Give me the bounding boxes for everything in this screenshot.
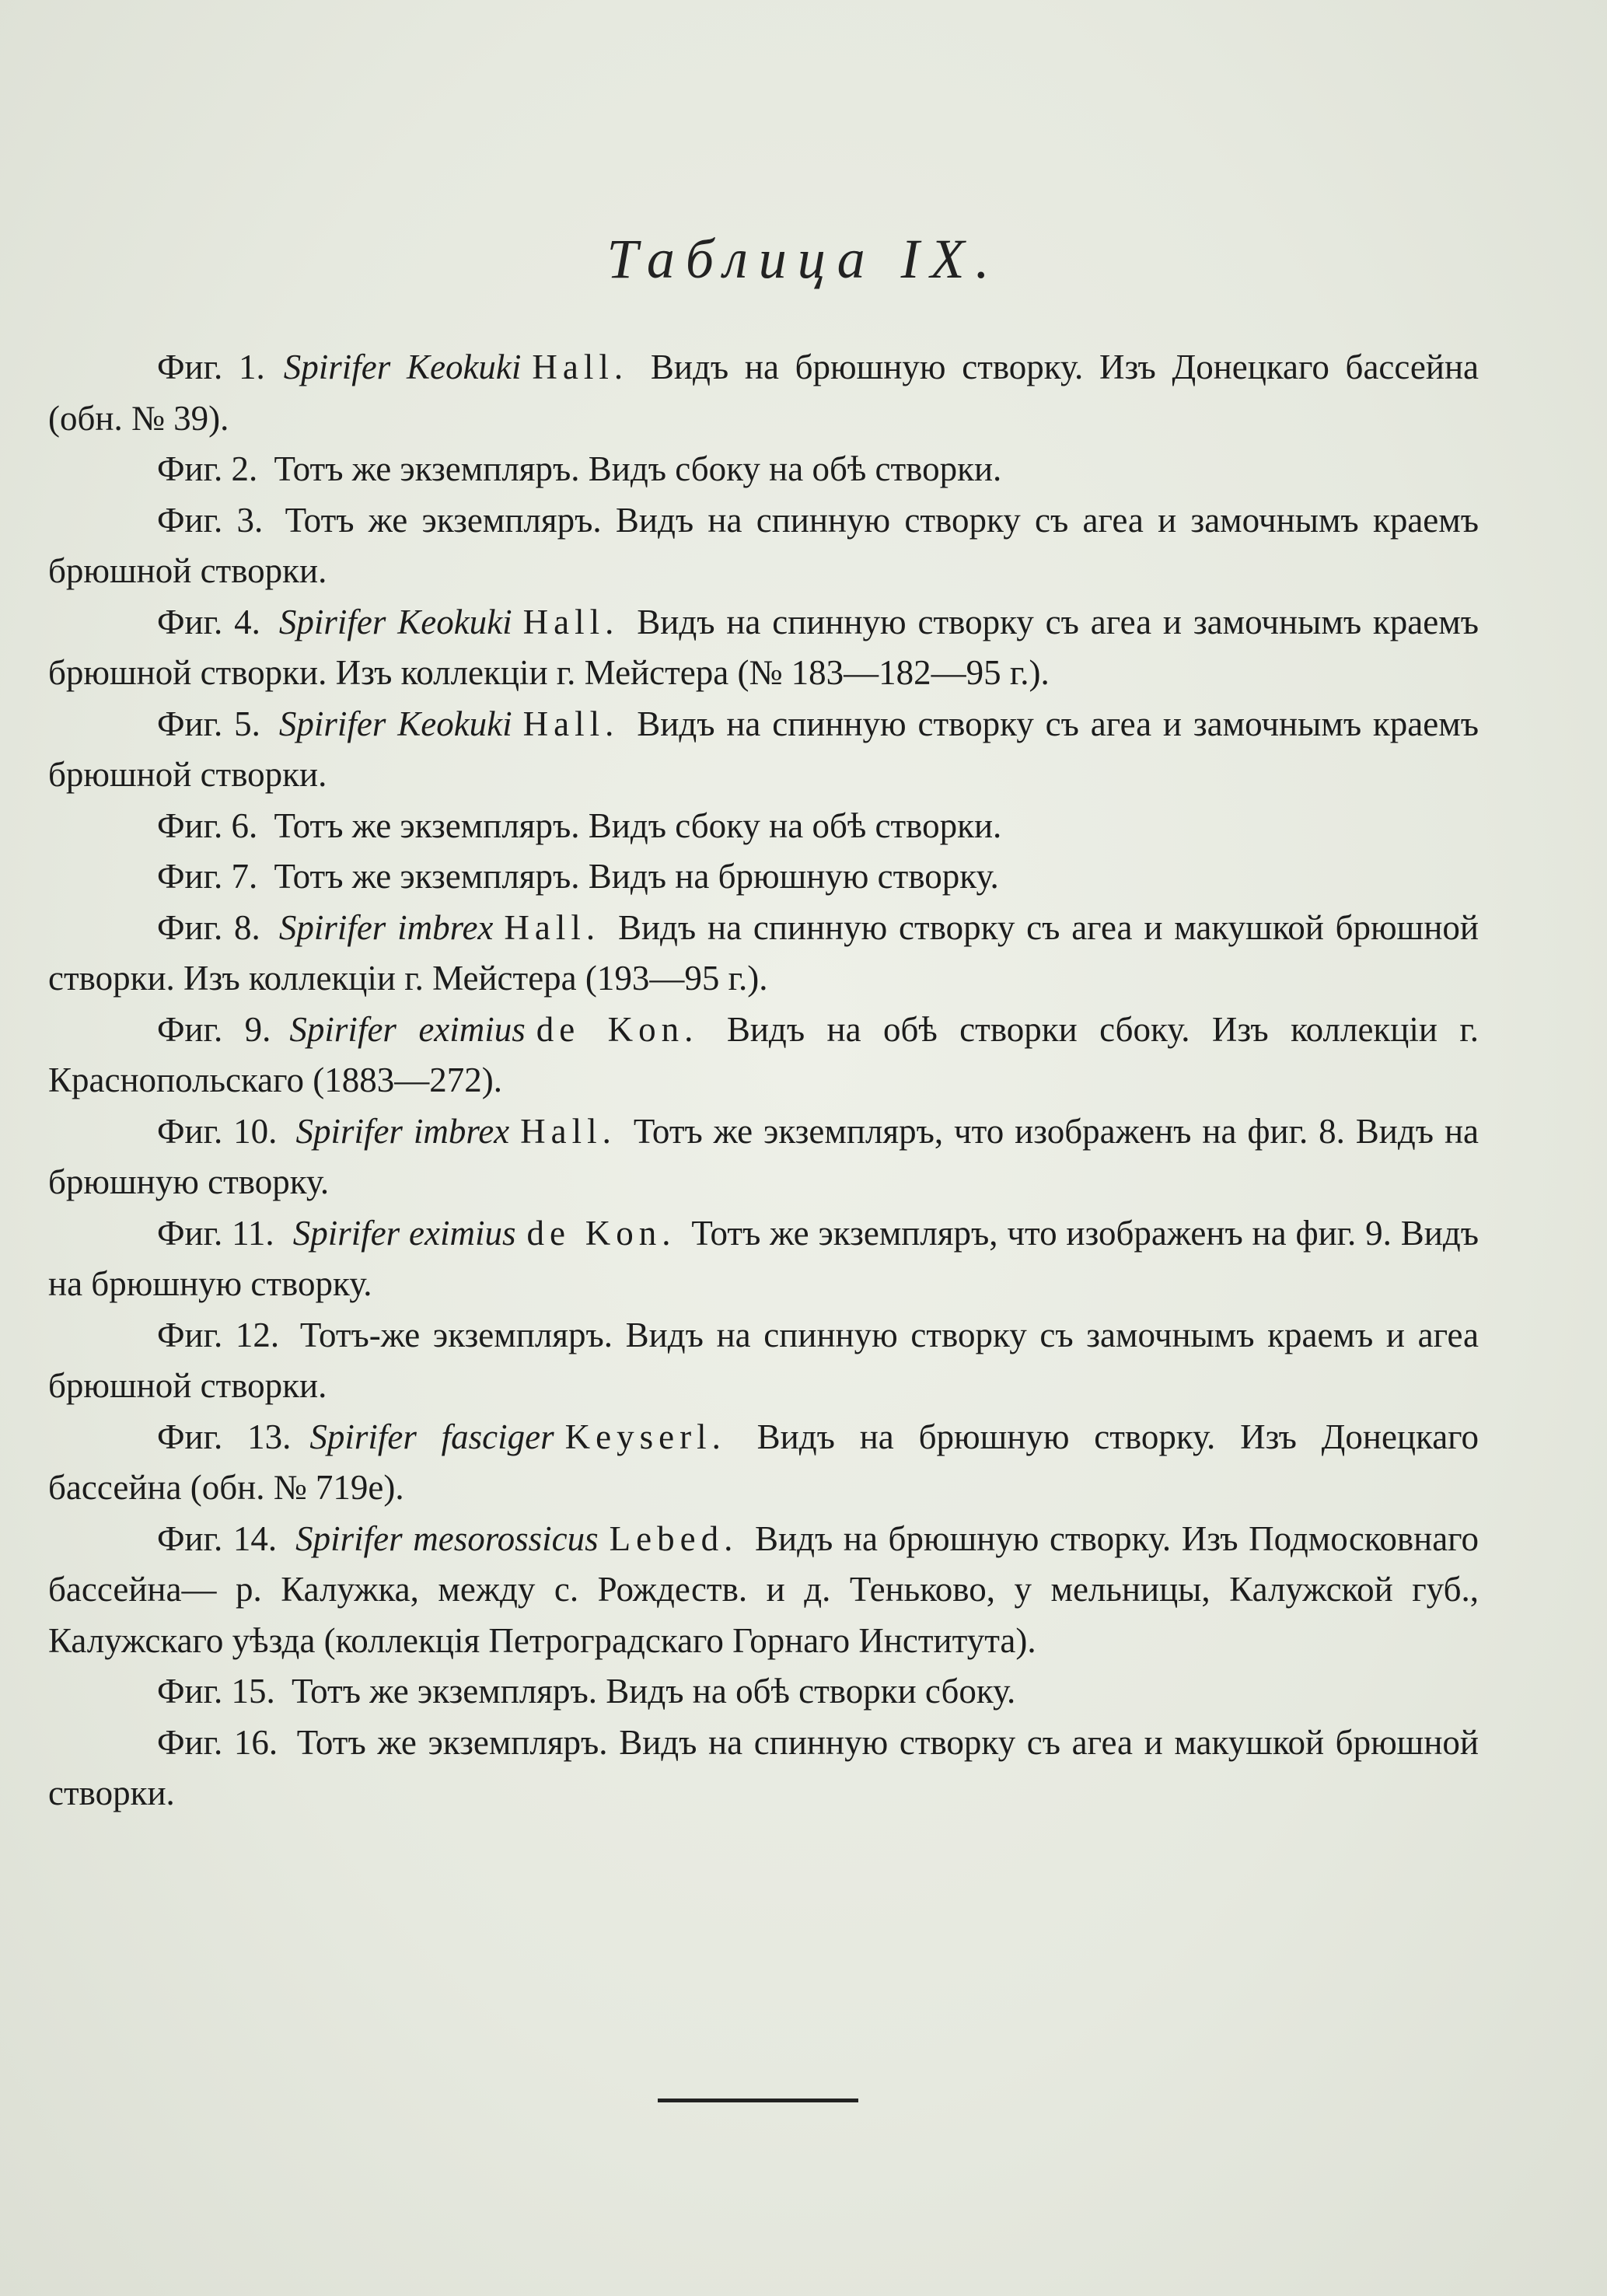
figure-description: Тотъ же экземпляръ. Видъ на спинную створку съ агеа и замочнымъ краемъ брюшной створки. bbox=[48, 500, 1479, 590]
figure-description: Тотъ же экземпляръ. Видъ сбоку на обѣ створки. bbox=[274, 806, 1002, 845]
caption-entry bbox=[48, 851, 1479, 903]
author-name: de Kon. bbox=[536, 1009, 699, 1049]
caption-entry bbox=[48, 342, 1479, 444]
author-name: Hall. bbox=[532, 348, 629, 386]
caption-entry bbox=[48, 1412, 1479, 1514]
figure-label: Фиг. 6. bbox=[157, 806, 258, 845]
figure-description: Видъ на брюшную створку. Изъ Донецкаго бассейна (обн. № 719е). bbox=[48, 1417, 1479, 1507]
figure-captions bbox=[48, 342, 1479, 1819]
figure-description: Тотъ же экземпляръ. Видъ на брюшную створку. bbox=[274, 857, 999, 896]
caption-entry bbox=[48, 1666, 1479, 1718]
figure-description: Тотъ же экземпляръ. Видъ сбоку на обѣ створки. bbox=[274, 449, 1002, 488]
figure-label: Фиг. 4. bbox=[157, 602, 260, 641]
figure-description: Видъ на спинную створку съ агеа и замочнымъ краемъ брюшной створки. bbox=[48, 704, 1479, 794]
species-name: Spirifer fasciger bbox=[309, 1417, 554, 1456]
figure-description: Тотъ же экземпляръ, что изображенъ на фиг. 9. Видъ на брюшную створку. bbox=[48, 1213, 1479, 1303]
figure-description: Видъ на брюшную створку. Изъ Подмосковнаго бассейна— р. Калужка, между с. Рождеств. и д. Теньково, у мельницы, Калужской губ., Калужскаго уѣзда (коллекція Петроградскаго Горнаго Института). bbox=[48, 1518, 1479, 1660]
figure-description: Тотъ же экземпляръ, что изображенъ на фиг. 8. Видъ на брюшную створку. bbox=[48, 1111, 1479, 1201]
figure-description: Видъ на спинную створку съ агеа и замочнымъ краемъ брюшной створки. Изъ коллекціи г. Мейстера (№ 183—182—95 г.). bbox=[48, 602, 1479, 692]
caption-entry bbox=[48, 597, 1479, 699]
figure-description: Тотъ же экземпляръ. Видъ на обѣ створки сбоку. bbox=[292, 1672, 1016, 1711]
figure-label: Фиг. 12. bbox=[157, 1315, 280, 1354]
author-name: Hall. bbox=[522, 602, 620, 641]
caption-entry bbox=[48, 1106, 1479, 1208]
figure-description: Видъ на брюшную створку. Изъ Донецкаго бассейна (обн. № 39). bbox=[48, 348, 1479, 438]
figure-label: Фиг. 13. bbox=[157, 1417, 292, 1456]
species-name: Spirifer imbrex bbox=[278, 907, 494, 947]
figure-label: Фиг. 11. bbox=[157, 1213, 274, 1253]
figure-label: Фиг. 3. bbox=[157, 500, 264, 540]
caption-entry bbox=[48, 1208, 1479, 1310]
species-name: Spirifer Keokuki bbox=[283, 348, 522, 386]
figure-label: Фиг. 15. bbox=[157, 1672, 275, 1711]
figure-description: Тотъ-же экземпляръ. Видъ на спинную створку съ замочнымъ краемъ и агеа брюшной створки. bbox=[48, 1315, 1479, 1405]
end-rule-divider bbox=[658, 2099, 858, 2102]
figure-description: Видъ на обѣ створки сбоку. Изъ коллекціи г. Краснопольскаго (1883—272). bbox=[48, 1009, 1479, 1099]
figure-label: Фиг. 7. bbox=[157, 857, 258, 896]
figure-label: Фиг. 2. bbox=[157, 449, 258, 488]
figure-label: Фиг. 9. bbox=[157, 1009, 271, 1049]
author-name: Lebed. bbox=[609, 1518, 739, 1558]
figure-label: Фиг. 14. bbox=[157, 1518, 278, 1558]
species-name: Spirifer Keokuki bbox=[278, 602, 512, 641]
caption-entry bbox=[48, 801, 1479, 852]
author-name: Hall. bbox=[504, 907, 601, 947]
author-name: de Kon. bbox=[526, 1213, 676, 1253]
caption-entry bbox=[48, 1310, 1479, 1412]
author-name: Hall. bbox=[520, 1111, 617, 1151]
author-name: Keyserl. bbox=[564, 1417, 726, 1456]
caption-entry bbox=[48, 444, 1479, 495]
figure-label: Фиг. 5. bbox=[157, 704, 260, 743]
figure-description: Видъ на спинную створку съ агеа и макушкой брюшной створки. Изъ коллекціи г. Мейстера (193—95 г.). bbox=[48, 907, 1479, 998]
species-name: Spirifer imbrex bbox=[295, 1111, 510, 1151]
page-title: Таблица IX. bbox=[606, 228, 1001, 290]
species-name: Spirifer mesorossicus bbox=[295, 1518, 599, 1558]
caption-entry bbox=[48, 495, 1479, 597]
caption-entry bbox=[48, 1514, 1479, 1667]
caption-entry bbox=[48, 1005, 1479, 1106]
species-name: Spirifer eximius bbox=[292, 1213, 516, 1253]
figure-description: Тотъ же экземпляръ. Видъ на спинную створку съ агеа и макушкой брюшной створки. bbox=[48, 1722, 1479, 1812]
figure-label: Фиг. 8. bbox=[157, 907, 260, 947]
figure-label: Фиг. 1. bbox=[157, 348, 265, 386]
caption-entry bbox=[48, 903, 1479, 1005]
species-name: Spirifer Keokuki bbox=[278, 704, 512, 743]
author-name: Hall. bbox=[522, 704, 620, 743]
figure-label: Фиг. 16. bbox=[157, 1722, 278, 1762]
caption-entry bbox=[48, 699, 1479, 801]
species-name: Spirifer eximius bbox=[289, 1009, 526, 1049]
caption-entry bbox=[48, 1718, 1479, 1819]
figure-label: Фиг. 10. bbox=[157, 1111, 278, 1151]
